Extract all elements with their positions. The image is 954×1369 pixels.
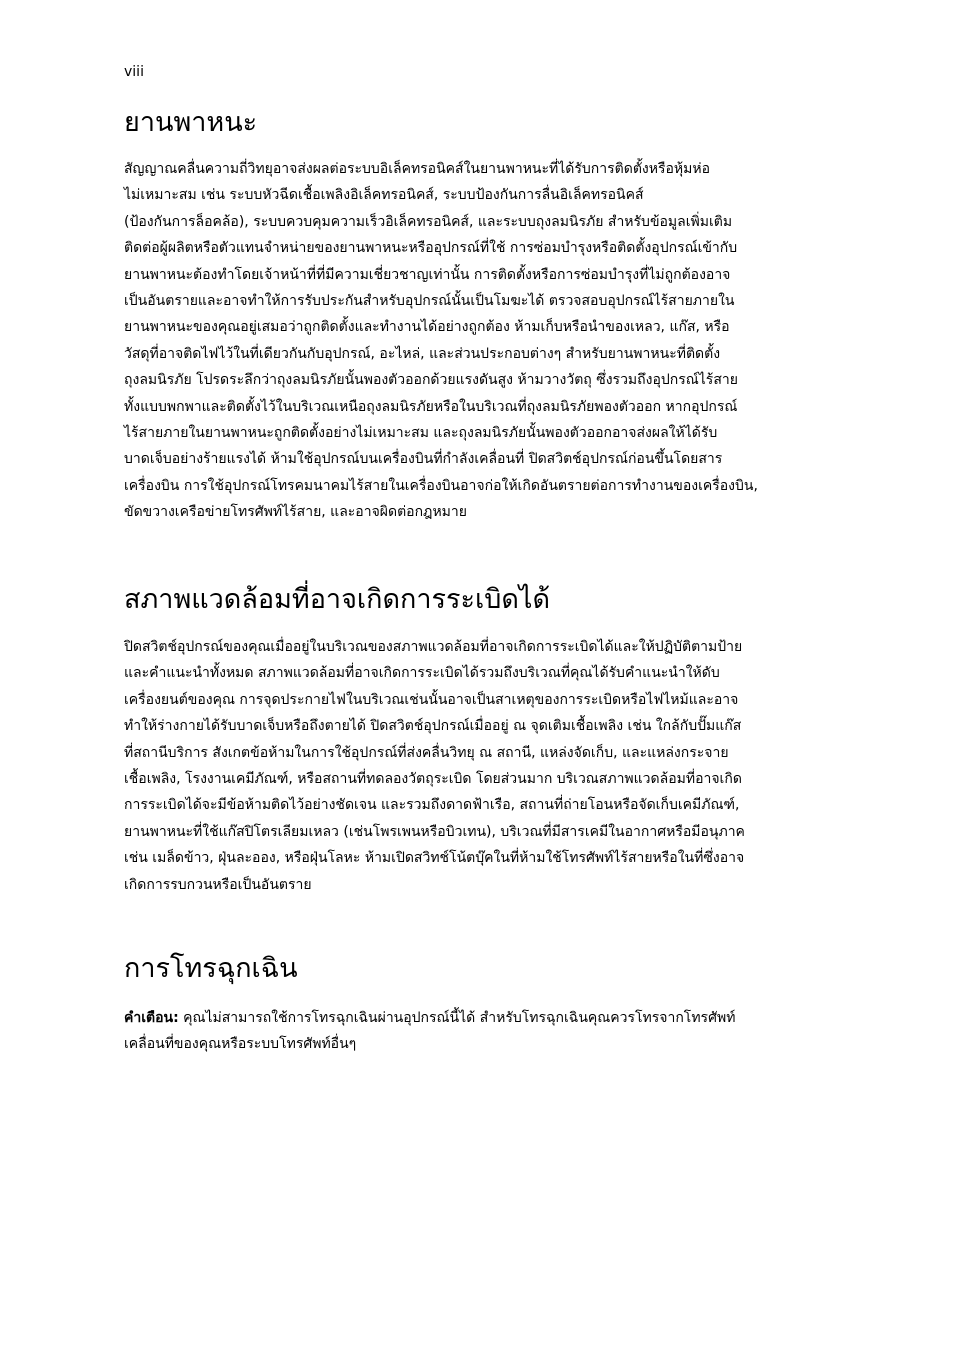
paragraph-line: ไร้สายภายในยานพาหนะถูกติดตั้งอย่างไม่เหมาะสม และถุงลมนิรภัยนั้นพองตัวออกอาจส่งผลให้ได้รับ [124, 425, 718, 442]
section-title-vehicle: ยานพาหนะ [124, 107, 258, 138]
section-body-vehicle [124, 156, 804, 526]
paragraph-line: ทำให้ร่างกายได้รับบาดเจ็บหรือถึงตายได้ ปิดสวิตช์อุปกรณ์เมื่ออยู่ ณ จุดเติมเชื้อเพลิง เช่น ใกล้กับปั๊มแก๊ส [124, 718, 742, 735]
paragraph-line: เครื่องยนต์ของคุณ การจุดประกายไฟในบริเวณเช่นนั้นอาจเป็นสาเหตุของการระเบิดหรือไฟไหม้และอาจ [124, 691, 739, 708]
section-title-emergency: การโทรฉุกเฉิน [124, 953, 298, 984]
warning-label: คำเตือน: [124, 1010, 179, 1026]
paragraph-line: เป็นอันตรายและอาจทำให้การรับประกันสำหรับอุปกรณ์นั้นเป็นโมฆะได้ ตรวจสอบอุปกรณ์ไร้สายภายใน [124, 293, 735, 310]
paragraph-line: ไม่เหมาะสม เช่น ระบบหัวฉีดเชื้อเพลิงอิเล็คทรอนิคส์, ระบบป้องกันการลื่นอิเล็คทรอนิคส์ [124, 187, 644, 204]
paragraph-line: และคำแนะนำทั้งหมด สภาพแวดล้อมที่อาจเกิดการระเบิดได้รวมถึงบริเวณที่คุณได้รับคำแนะนำให้ดับ [124, 665, 720, 682]
paragraph-line [124, 1005, 804, 1031]
paragraph-line: บาดเจ็บอย่างร้ายแรงได้ ห้ามใช้อุปกรณ์บนเครื่องบินที่กำลังเคลื่อนที่ ปิดสวิตช์อุปกรณ์ก่อนขึ้นโดยสาร [124, 451, 723, 468]
paragraph-line: ติดต่อผู้ผลิตหรือตัวแทนจำหน่ายของยานพาหนะหรืออุปกรณ์ที่ใช้ การซ่อมบำรุงหรือติดตั้งอุปกรณ์เข้ากับ [124, 240, 738, 257]
paragraph-line: สัญญาณคลื่นความถี่วิทยุอาจส่งผลต่อระบบอิเล็คทรอนิคส์ในยานพาหนะที่ได้รับการติดตั้งหรือหุ้มห่อ [124, 161, 711, 177]
paragraph-line: การระเบิดได้จะมีข้อห้ามติดไว้อย่างชัดเจน และรวมถึงดาดฟ้าเรือ, สถานที่ถ่ายโอนหรือจัดเก็บเคมีภัณฑ์, [124, 797, 740, 814]
paragraph-line: ขัดขวางเครือข่ายโทรศัพท์ไร้สาย, และอาจผิดต่อกฎหมาย [124, 504, 467, 521]
section-body-explosive [124, 634, 804, 898]
paragraph-line: เคลื่อนที่ของคุณหรือระบบโทรศัพท์อื่นๆ [124, 1036, 357, 1053]
paragraph-line: (ป้องกันการล็อคล้อ), ระบบควบคุมความเร็วอิเล็คทรอนิคส์, และระบบถุงลมนิรภัย สำหรับข้อมูลเพิ่มเติม [124, 213, 733, 230]
paragraph-line: เกิดการรบกวนหรือเป็นอันตราย [124, 876, 312, 893]
paragraph-line: วัสดุที่อาจติดไฟไว้ในที่เดียวกันกับอุปกรณ์, อะไหล่, และส่วนประกอบต่างๆ สำหรับยานพาหนะที่ติดตั้ง [124, 345, 721, 362]
paragraph-line: ที่สถานีบริการ สังเกตข้อห้ามในการใช้อุปกรณ์ที่ส่งคลื่นวิทยุ ณ สถานี, แหล่งจัดเก็บ, และแหล่งกระจาย [124, 744, 729, 761]
section-body-emergency [124, 1005, 804, 1058]
paragraph-line: เช่น เมล็ดข้าว, ฝุ่นละออง, หรือฝุ่นโลหะ ห้ามเปิดสวิทช์โน้ตบุ๊คในที่ห้ามใช้โทรศัพท์ไร้สายหรือในที่ซึ่งอาจ [124, 850, 745, 867]
warning-text: คุณไม่สามารถใช้การโทรฉุกเฉินผ่านอุปกรณ์นี้ได้ สำหรับโทรฉุกเฉินคุณควรโทรจากโทรศัพท์ [178, 1010, 736, 1026]
page-number: viii [124, 64, 144, 80]
paragraph-line: เครื่องบิน การใช้อุปกรณ์โทรคมนาคมไร้สายในเครื่องบินอาจก่อให้เกิดอันตรายต่อการทำงานของเครื่องบิน, [124, 477, 758, 494]
paragraph-line: ยานพาหนะที่ใช้แก๊สปิโตรเลียมเหลว (เช่นโพรเพนหรือบิวเทน), บริเวณที่มีสารเคมีในอากาศหรือมีอนุภาค [124, 823, 745, 840]
paragraph-line: ทั้งแบบพกพาและติดตั้งไว้ในบริเวณเหนือถุงลมนิรภัยหรือในบริเวณที่ถุงลมนิรภัยพองตัวออก หากอุปกรณ์ [124, 398, 738, 415]
paragraph-line: ปิดสวิตช์อุปกรณ์ของคุณเมื่ออยู่ในบริเวณของสภาพแวดล้อมที่อาจเกิดการระเบิดได้และให้ปฏิบัติตามป้าย [124, 639, 743, 655]
paragraph-line: ถุงลมนิรภัย โปรดระลึกว่าถุงลมนิรภัยนั้นพองตัวออกด้วยแรงดันสูง ห้ามวางวัตถุ ซึ่งรวมถึงอุปกรณ์ไร้สาย [124, 372, 738, 389]
paragraph-line: เชื้อเพลิง, โรงงานเคมีภัณฑ์, หรือสถานที่ทดลองวัตถุระเบิด โดยส่วนมาก บริเวณสภาพแวดล้อมที่อาจเกิด [124, 771, 742, 788]
paragraph-line: ยานพาหนะของคุณอยู่เสมอว่าถูกติดตั้งและทำงานได้อย่างถูกต้อง ห้ามเก็บหรือนำของเหลว, แก๊ส, หรือ [124, 319, 730, 336]
paragraph-line: ยานพาหนะต้องทำโดยเจ้าหน้าที่ที่มีความเชี่ยวชาญเท่านั้น การติดตั้งหรือการซ่อมบำรุงที่ไม่ถูกต้องอาจ [124, 266, 731, 283]
section-title-explosive: สภาพแวดล้อมที่อาจเกิดการระเบิดได้ [124, 584, 551, 615]
